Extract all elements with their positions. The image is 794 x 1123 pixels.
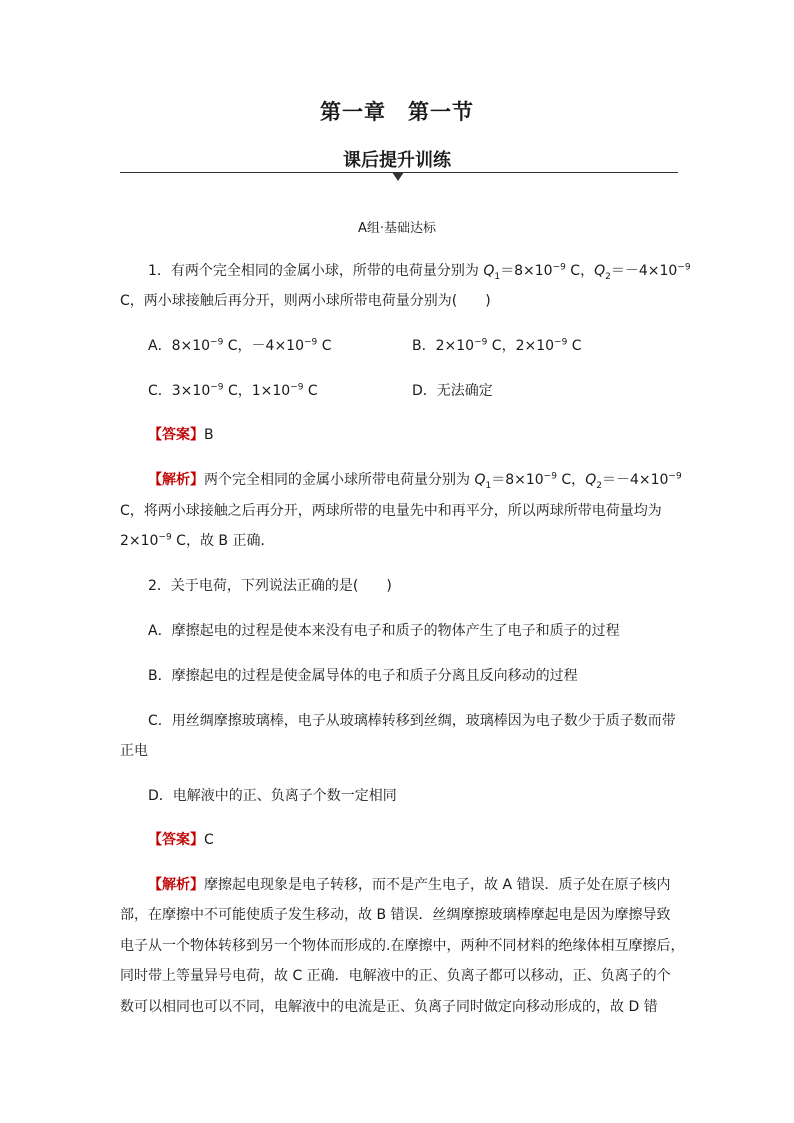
q1-analysis-value2: ＝－4×10: [601, 472, 669, 488]
q2-option-a: A．摩擦起电的过程是使本来没有电子和质子的物体产生了电子和质子的过程: [148, 623, 620, 639]
q1-option-d: D．无法确定: [412, 383, 493, 399]
q1-option-b-text: B．2×10: [412, 338, 475, 354]
q1-subscript: 1: [494, 271, 501, 282]
q1-analysis-line1: [148, 471, 682, 491]
q1-option-b-unit: C: [567, 338, 582, 354]
analysis-tag: 【解析】: [148, 472, 204, 488]
q1-option-c-unit: C: [303, 383, 318, 399]
q1-analysis-mid: C，: [556, 472, 586, 488]
q1-analysis-l3-exp: −9: [158, 532, 172, 543]
q1-unit: C，: [565, 263, 595, 279]
q2-option-d: D．电解液中的正、负离子个数一定相同: [148, 788, 397, 804]
q1-analysis-l3-text: 2×10: [120, 533, 159, 549]
q1-stem-line2: C，两小球接触后再分开，则两小球所带电荷量分别为( ): [120, 293, 491, 309]
q1-analysis-line2: C，将两小球接触之后再分开，两球所带的电量先中和再平分，所以两球所带电荷量均为: [120, 503, 662, 519]
q1-analysis-sub1: 1: [485, 480, 492, 491]
q2-analysis-text: 摩擦起电现象是电子转移，而不是产生电子，故 A 错误．质子处在原子核内: [204, 877, 671, 893]
q1-analysis-exp1: −9: [543, 471, 557, 482]
q1-analysis-l3-post: C，故 B 正确．: [171, 533, 275, 549]
q1-analysis-line3: [120, 532, 678, 550]
q1-analysis-symbol1: Q: [474, 472, 486, 488]
q2-stem: 2．关于电荷，下列说法正确的是( ): [148, 578, 392, 594]
q2-option-b: B．摩擦起电的过程是使金属导体的电子和质子分离且反向移动的过程: [148, 668, 578, 684]
answer-value: C: [204, 832, 214, 848]
q2-subscript: 2: [605, 271, 611, 282]
q2-analysis-line3: 电子从一个物体转移到另一个物体而形成的.在摩擦中，两种不同材料的绝缘体相互摩擦后，: [120, 938, 685, 954]
q2-analysis-line1: [148, 876, 678, 894]
q1-option-c: [148, 382, 398, 400]
q1-answer: [148, 426, 678, 444]
q1-option-c-exp1: −9: [210, 382, 224, 393]
q2-exponent: −9: [677, 262, 691, 273]
q1-option-b-mid: C，2×10: [487, 338, 555, 354]
q1-analysis-sub2: 2: [596, 480, 602, 491]
q2-analysis-line4: 同时带上等量异号电荷，故 C 正确．电解液中的正、负离子都可以移动，正、负离子的个: [120, 968, 671, 984]
q1-option-a-unit: C: [317, 338, 332, 354]
q1-option-b: [412, 337, 678, 355]
q2-symbol: Q: [594, 263, 606, 279]
q2-answer: [148, 831, 678, 849]
divider-arrow-icon: [392, 172, 404, 181]
q1-option-c-mid: C，1×10: [223, 383, 291, 399]
q1-option-a-exp1: −9: [210, 337, 224, 348]
q2-option-c-line2: 正电: [120, 743, 148, 759]
q1-exponent: −9: [552, 262, 566, 273]
q1-option-a-text: A．8×10: [148, 338, 211, 354]
q2-analysis-line2: 部，在摩擦中不可能使质子发生移动，故 B 错误．丝绸摩擦玻璃棒摩起电是因为摩擦导致: [120, 907, 671, 923]
q1-symbol: Q: [483, 263, 495, 279]
section-title: 课后提升训练: [343, 150, 451, 171]
q1-option-b-exp2: −9: [554, 337, 568, 348]
analysis-tag: 【解析】: [148, 877, 204, 893]
q1-stem-text: 1．有两个完全相同的金属小球，所带的电荷量分别为: [148, 263, 484, 279]
q1-option-b-exp1: −9: [474, 337, 488, 348]
q1-analysis-value1: ＝8×10: [491, 472, 544, 488]
q1-option-a-mid: C，－4×10: [223, 338, 304, 354]
q1-option-c-exp2: −9: [290, 382, 304, 393]
chapter-title: 第一章 第一节: [320, 100, 474, 124]
q2-analysis-line5: 数可以相同也可以不同，电解液中的电流是正、负离子同时做定向移动形成的，故 D 错: [120, 999, 658, 1015]
q1-option-c-text: C．3×10: [148, 383, 211, 399]
q1-value: ＝8×10: [500, 263, 553, 279]
answer-value: B: [204, 427, 214, 443]
q2-value: ＝－4×10: [610, 263, 678, 279]
group-title: A组·基础达标: [357, 221, 437, 236]
q1-analysis-text: 两个完全相同的金属小球所带电荷量分别为: [204, 472, 475, 488]
q1-analysis-exp2: −9: [668, 471, 682, 482]
q1-stem-line1: [148, 262, 691, 282]
answer-tag: 【答案】: [148, 427, 204, 443]
q2-option-c-line1: C．用丝绸摩擦玻璃棒，电子从玻璃棒转移到丝绸，玻璃棒因为电子数少于质子数而带: [148, 713, 676, 729]
q1-option-a: [148, 337, 398, 355]
q1-option-a-exp2: −9: [304, 337, 318, 348]
q1-analysis-symbol2: Q: [585, 472, 597, 488]
answer-tag: 【答案】: [148, 832, 204, 848]
